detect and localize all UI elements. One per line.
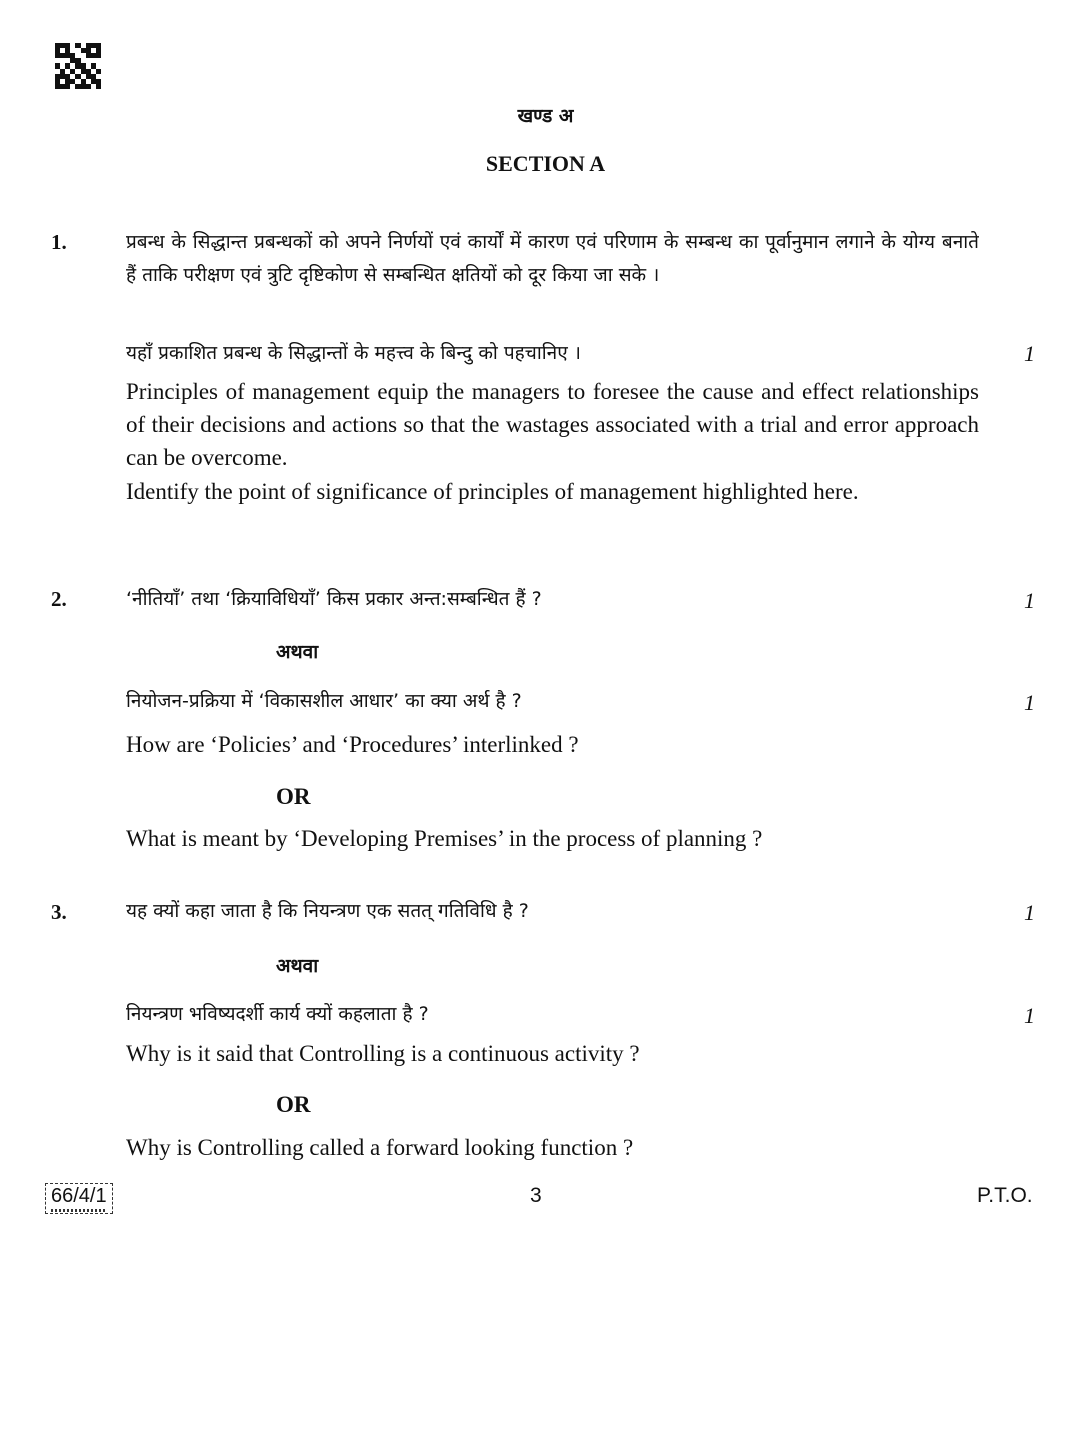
or-label-hindi: अथवा	[276, 955, 319, 977]
marks: 1	[1024, 341, 1035, 366]
alternative-question-english: What is meant by ‘Developing Premises’ in the process of planning ?	[126, 826, 763, 851]
qr-code-icon	[55, 43, 101, 89]
marks: 1	[1024, 588, 1035, 613]
question-text-english: Why is it said that Controlling is a continuous activity ?	[126, 1041, 640, 1066]
alternative-question-english: Why is Controlling called a forward looking function ?	[126, 1135, 634, 1160]
question-instruction-english: Identify the point of significance of principles of management highlighted here.	[126, 479, 859, 504]
question-number: 3.	[51, 900, 67, 924]
marks: 1	[1024, 1003, 1035, 1028]
question-text-english: Principles of management equip the managers to foresee the cause and effect relationships of their decisions and actions so that the wastages associated with a trial and error approach can be overcome.	[126, 379, 979, 470]
barcode-icon	[51, 1209, 107, 1212]
alternative-question-hindi: नियोजन-प्रक्रिया में ‘विकासशील आधार’ का क्या अर्थ है ?	[126, 690, 522, 712]
paper-code	[45, 1183, 113, 1214]
pto-label: P.T.O.	[977, 1184, 1033, 1207]
question-text-english: How are ‘Policies’ and ‘Procedures’ interlinked ?	[126, 732, 579, 757]
question-instruction-hindi: यहाँ प्रकाशित प्रबन्ध के सिद्धान्तों के महत्त्व के बिन्दु को पहचानिए ।	[126, 342, 581, 364]
marks: 1	[1024, 900, 1035, 925]
or-label-hindi: अथवा	[276, 641, 319, 663]
marks: 1	[1024, 690, 1035, 715]
question-number: 1.	[51, 230, 67, 254]
question-text-hindi: प्रबन्ध के सिद्धान्त प्रबन्धकों को अपने निर्णयों एवं कार्यों में कारण एवं परिणाम के सम्बन्ध का पूर्वानुमान लगाने के योग्य बनाते हैं ताकि परीक्षण एवं त्रुटि दृष्टिकोण से सम्बन्धित क्षतियों को दूर किया जा सके ।	[126, 231, 979, 286]
or-label-english: OR	[276, 1092, 311, 1117]
page-number: 3	[530, 1184, 542, 1207]
question-text-hindi: यह क्यों कहा जाता है कि नियन्त्रण एक सतत् गतिविधि है ?	[126, 900, 529, 922]
alternative-question-hindi: नियन्त्रण भविष्यदर्शी कार्य क्यों कहलाता है ?	[126, 1003, 429, 1025]
section-title-hindi: खण्ड अ	[517, 105, 574, 127]
question-text-hindi: ‘नीतियाँ’ तथा ‘क्रियाविधियाँ’ किस प्रकार अन्त:सम्बन्धित हैं ?	[126, 588, 542, 610]
section-title-english: SECTION A	[485, 151, 606, 176]
question-number: 2.	[51, 587, 67, 611]
paper-code-label: 66/4/1	[51, 1185, 107, 1207]
or-label-english: OR	[276, 784, 311, 809]
